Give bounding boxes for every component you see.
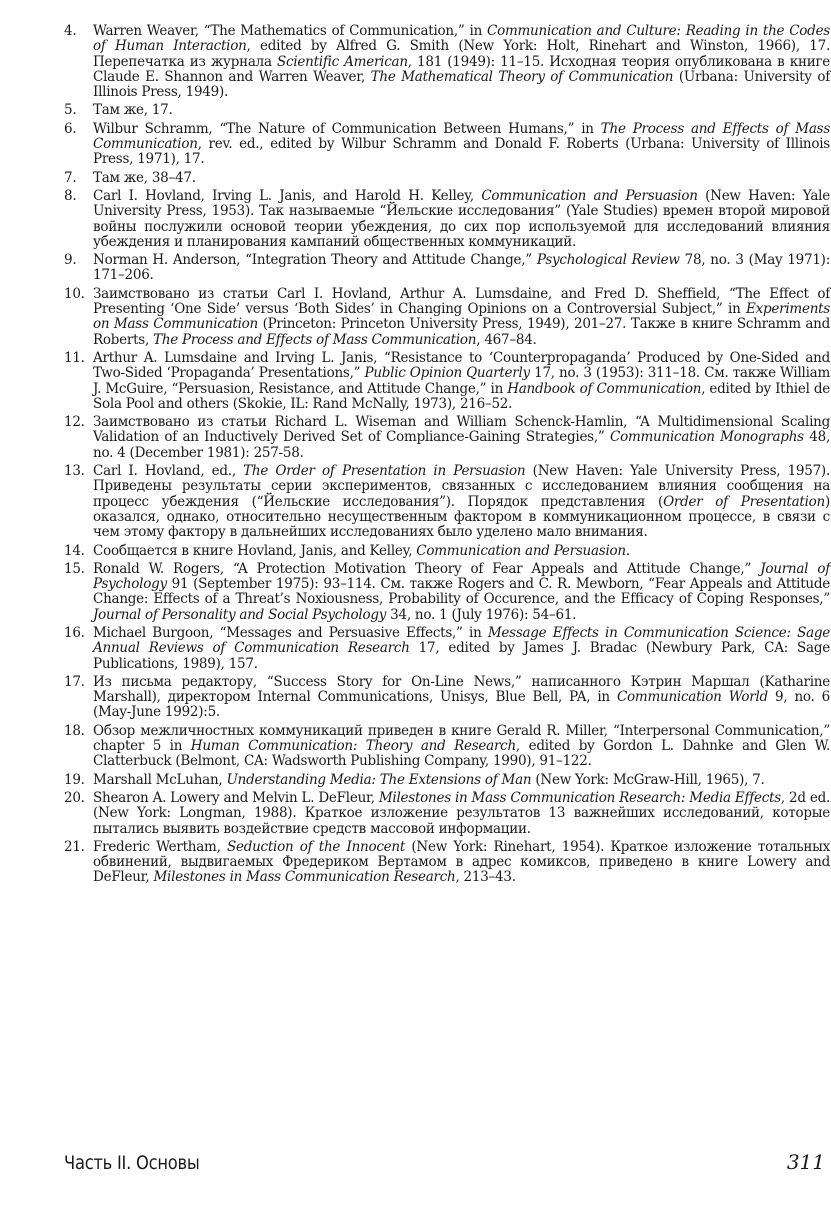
endnote-text: [93, 544, 830, 559]
citation-text: 34, no. 1 (July 1976): 54–61.: [386, 606, 577, 623]
page-number: 311: [786, 1150, 825, 1174]
endnote-item: [64, 840, 830, 886]
citation-text: Carl I. Hovland, Irving L. Janis, and Harold H. Kelley,: [93, 187, 482, 204]
endnote-number: 10.: [64, 285, 85, 302]
endnote-item: [64, 544, 830, 559]
citation-text: , 181 (1949): 11–15. Исходная теория опубликована в книге Claude E. Shannon and Warren Weaver,: [93, 53, 831, 85]
citation-text: Заимствовано из статьи Carl I. Hovland, Arthur A. Lumsdaine, and Fred D. Sheffield, “The Effect of Presenting ‘One Side’ versus ‘Both Sides’ in Changing Opinions on a Controversial Subject,” in: [93, 285, 830, 318]
citation-text: 9, no. 6 (May-June 1992):5.: [93, 689, 830, 721]
endnote-text: [93, 791, 830, 837]
endnote-number: 7.: [64, 169, 77, 186]
citation-title: Communication Monographs: [610, 429, 804, 446]
endnote-text: [93, 724, 830, 770]
citation-text: Там же, 38–47.: [93, 169, 196, 186]
citation-text: Заимствовано из статьи Richard L. Wiseman and William Schenck-Hamlin, “A Multidimensional Scaling Validation of an Inductively Derived Set of Compliance-Gaining Strategies,”: [93, 414, 830, 446]
citation-title: Human Communication: Theory and Research: [190, 738, 516, 755]
endnote-text: [93, 675, 830, 721]
citation-text: , edited by Gordon L. Dahnke and Glen W. Clatterbuck (Belmont, CA: Wadsworth Publishing Company, 1990), 91–122.: [93, 738, 830, 770]
citation-title: Milestones in Mass Communication Research: [153, 869, 456, 886]
endnote-item: [64, 122, 830, 168]
citation-title: Psychological Review: [536, 252, 680, 269]
endnote-text: [93, 24, 830, 100]
citation-title: Communication and Persuasion: [481, 187, 698, 204]
endnote-text: [93, 351, 830, 412]
citation-text: Carl I. Hovland, ed.,: [93, 463, 244, 480]
endnote-number: 14.: [64, 542, 85, 559]
citation-text: Frederic Wertham,: [93, 838, 227, 855]
citation-title: Experiments on Mass Communication: [93, 301, 830, 333]
citation-text: Wilbur Schramm, “The Nature of Communication Between Humans,” in: [93, 120, 601, 137]
endnote-item: [64, 773, 830, 788]
endnote-item: [64, 626, 830, 672]
citation-title: Journal of Psychology: [93, 560, 830, 593]
endnote-item: [64, 24, 830, 100]
endnote-number: 9.: [64, 252, 77, 269]
endnote-text: [93, 253, 830, 284]
citation-text: (New Haven: Yale University Press, 1957). Приведены результаты серии экспериментов, связанных с исследованием влияния сообщения на процесс убеждения (“Йельские исследования”). Порядок представления (: [93, 463, 830, 510]
citation-text: Warren Weaver, “The Mathematics of Communication,” in: [93, 23, 487, 39]
citation-title: The Order of Presentation in Persuasion: [243, 463, 526, 480]
endnote-number: 17.: [64, 673, 85, 690]
endnote-number: 5.: [64, 102, 77, 119]
citation-title: Understanding Media: The Extensions of Man: [226, 771, 532, 788]
endnote-text: [93, 287, 830, 348]
citation-text: (Urbana: University of Illinois Press, 1949).: [93, 68, 830, 101]
citation-title: Message Effects in Communication Science: Sage Annual Reviews of Communication Research: [93, 624, 830, 657]
citation-text: Shearon A. Lowery and Melvin L. DeFleur,: [93, 789, 379, 806]
endnote-item: [64, 253, 830, 284]
citation-text: Сообщается в книге Hovland, Janis, and Kelley,: [93, 542, 417, 559]
citation-title: Journal of Personality and Social Psychology: [93, 606, 387, 623]
endnote-item: [64, 189, 830, 250]
citation-title: Handbook of Communication: [507, 380, 702, 397]
endnote-text: [93, 562, 830, 623]
citation-title: Communication and Persuasion: [416, 542, 626, 559]
endnote-text: [93, 840, 830, 886]
citation-text: (New York: Rinehart, 1954). Краткое изложение тотальных обвинений, выдвигаемых Фредериком Вертамом в адрес комиксов, приведено в книге Lowery and DeFleur,: [93, 838, 831, 886]
citation-title: Scientific American: [277, 53, 408, 70]
citation-text: .: [625, 542, 630, 559]
endnote-number: 20.: [64, 789, 85, 806]
citation-title: Seduction of the Innocent: [226, 838, 406, 855]
endnote-item: [64, 724, 830, 770]
endnote-number: 13.: [64, 463, 85, 480]
citation-text: 48, no. 4 (December 1981): 257-58.: [93, 429, 830, 461]
citation-text: , edited by Alfred G. Smith (New York: Holt, Rinehart and Winston, 1966), 17. Перепечатка из журнала: [93, 38, 830, 70]
citation-text: 17, edited by James J. Bradac (Newbury Park, CA: Sage Publications, 1989), 157.: [93, 640, 830, 672]
endnote-text: [93, 415, 830, 461]
citation-title: Order of Presentation: [663, 493, 825, 510]
endnote-text: [93, 464, 830, 540]
citation-text: , 467–84.: [476, 331, 537, 348]
endnote-number: 18.: [64, 722, 85, 739]
citation-title: Communication and Culture: Reading in the Codes of Human Interaction: [93, 23, 830, 55]
citation-text: Michael Burgoon, “Messages and Persuasive Effects,” in: [93, 624, 488, 641]
citation-text: 17, no. 3 (1953): 311–18. См. также William J. McGuire, “Persuasion, Resistance, and Attitude Change,” in: [93, 365, 831, 397]
endnote-item: [64, 464, 830, 540]
endnote-number: 19.: [64, 771, 85, 788]
citation-text: , rev. ed., edited by Wilbur Schramm and Donald F. Roberts (Urbana: University of Illinois Press, 1971), 17.: [93, 136, 830, 168]
endnote-text: [93, 626, 830, 672]
citation-title: Communication World: [616, 689, 768, 706]
endnote-number: 8.: [64, 187, 77, 204]
citation-text: Там же, 17.: [93, 102, 173, 119]
citation-text: , edited by Ithiel de Sola Pool and others (Skokie, IL: Rand McNally, 1973), 216–52.: [93, 380, 830, 412]
endnote-item: [64, 103, 830, 118]
citation-title: Milestones in Mass Communication Research: Media Effects: [378, 789, 781, 806]
citation-text: (New York: McGraw-Hill, 1965), 7.: [531, 771, 765, 788]
citation-title: The Process and Effects of Mass Communication: [93, 120, 830, 153]
citation-title: The Mathematical Theory of Communication: [370, 68, 674, 85]
citation-text: (New Haven: Yale University Press, 1953). Так называемые “Йельские исследования” (Yale Studies) времен второй мировой войны послужили основой теории убеждения, до сих пор используемой для исследований влияния убеждения и планирования кампаний общественных коммуникаций.: [93, 187, 830, 250]
running-footer-section: Часть II. Основы: [64, 1152, 200, 1174]
citation-text: Arthur A. Lumsdaine and Irving L. Janis, “Resistance to ‘Counterpropaganda’ Produced by One-Sided and Two-Sided ‘Propaganda’ Presentations,”: [93, 349, 830, 382]
endnote-number: 21.: [64, 838, 85, 855]
endnote-text: [93, 122, 830, 168]
citation-title: The Process and Effects of Mass Communication: [153, 331, 477, 348]
endnote-item: [64, 562, 830, 623]
endnote-text: [93, 171, 830, 186]
endnote-number: 6.: [64, 120, 77, 137]
endnote-item: [64, 675, 830, 721]
endnote-item: [64, 171, 830, 186]
citation-text: , 2d ed. (New York: Longman, 1988). Краткое изложение результатов 13 важнейших исследований, которые пытались выявить воздействие средств массовой информации.: [93, 789, 831, 837]
endnote-number: 12.: [64, 414, 85, 431]
endnote-item: [64, 351, 830, 412]
citation-text: 78, no. 3 (May 1971): 171–206.: [93, 252, 830, 284]
citation-text: (Princeton: Princeton University Press, 1949), 201–27. Также в книге Schramm and Roberts,: [93, 316, 831, 348]
citation-text: , 213–43.: [455, 869, 516, 886]
endnote-text: [93, 773, 830, 788]
citation-text: Ronald W. Rogers, “A Protection Motivation Theory of Fear Appeals and Attitude Change,”: [93, 560, 761, 577]
endnote-item: [64, 287, 830, 348]
endnote-text: [93, 103, 830, 118]
citation-title: Public Opinion Quarterly: [364, 365, 530, 382]
endnote-number: 4.: [64, 23, 77, 39]
endnotes-list: [64, 24, 830, 889]
citation-text: 91 (September 1975): 93–114. См. также Rogers and C. R. Mewborn, “Fear Appeals and Attitude Change: Effects of a Threat’s Noxiousness, Probability of Occurence, and the Efficacy of Coping Responses,”: [93, 576, 830, 608]
endnote-number: 11.: [64, 349, 85, 366]
endnote-item: [64, 415, 830, 461]
citation-text: Из письма редактору, “Success Story for On-Line News,” написанного Кэтрин Маршал (Katharine Marshall), директором Internal Communications, Unisys, Blue Bell, PA, in: [93, 673, 830, 706]
citation-text: Обзор межличностных коммуникаций приведен в книге Gerald R. Miller, “Interpersonal Communication,” chapter 5 in: [93, 722, 830, 755]
endnote-item: [64, 791, 830, 837]
endnote-number: 16.: [64, 624, 85, 641]
citation-text: ) оказался, однако, относительно несущественным фактором в коммуникационном процессе, в связи с чем этому фактору в дальнейших исследованиях было уделено мало внимания.: [93, 493, 830, 541]
endnote-text: [93, 189, 830, 250]
endnote-number: 15.: [64, 560, 85, 577]
citation-text: Marshall McLuhan,: [93, 771, 227, 788]
citation-text: Norman H. Anderson, “Integration Theory and Attitude Change,”: [93, 252, 537, 269]
